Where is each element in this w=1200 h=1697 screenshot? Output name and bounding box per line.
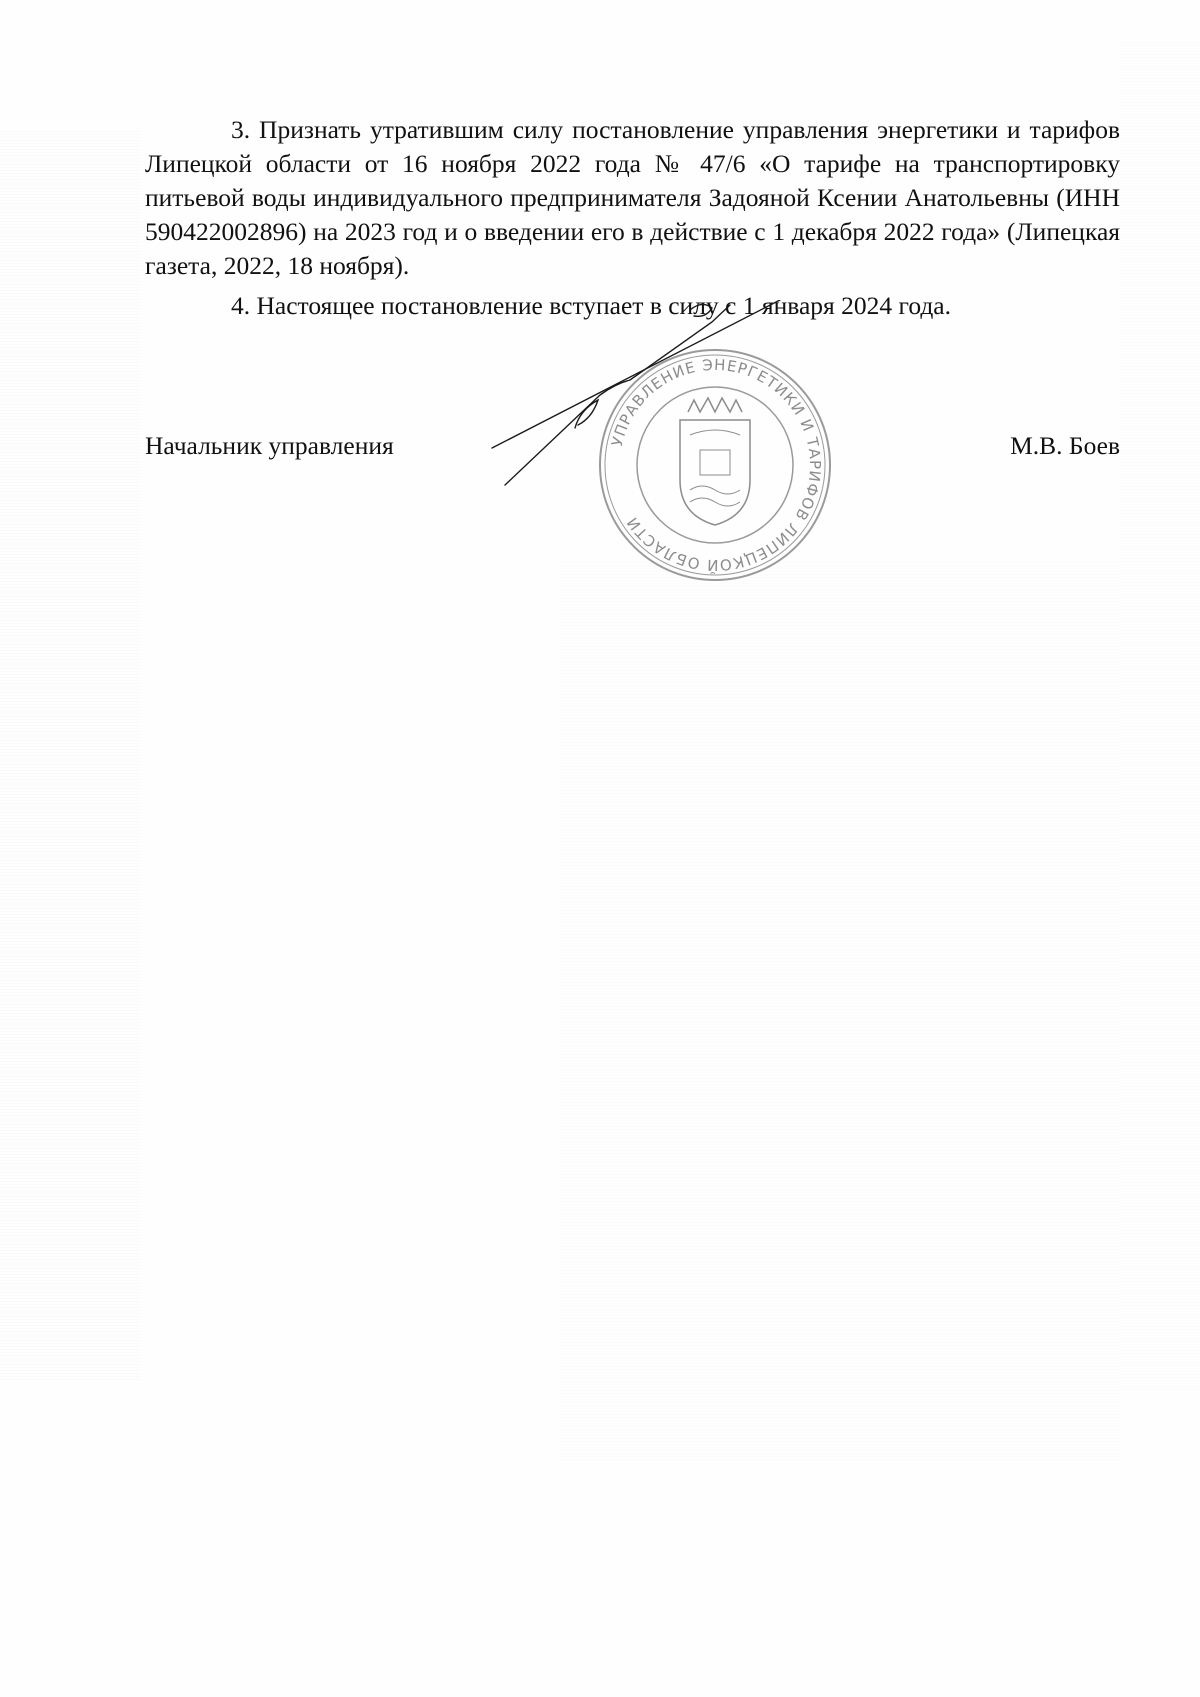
- paragraph-4-text: 4. Настоящее постановление вступает в силу с 1 января 2024 года.: [231, 291, 952, 320]
- bleed-through-right: [1120, 40, 1200, 1390]
- seal-ring-text: УПРАВЛЕНИЕ ЭНЕРГЕТИКИ И ТАРИФОВ ЛИПЕЦКОЙ ОБЛАСТИ: [607, 355, 825, 575]
- signer-title: Начальник управления: [145, 431, 394, 460]
- bleed-through-center: [560, 560, 1120, 1460]
- bleed-through-left: [0, 130, 140, 1380]
- handwritten-signature: [480, 300, 810, 540]
- signer-name: М.В. Боев: [1010, 431, 1120, 460]
- paragraph-3: 3. Признать утратившим силу постановление управления энергетики и тарифов Липецкой области от 16 ноября 2022 года № 47/6 «О тарифе на транспортировку питьевой воды индивидуального предпринимателя Задояной Ксении Анатольевны (ИНН 590422002896) на 2023 год и о введении его в действие с 1 декабря 2022 года» (Липецкая газета, 2022, 18 ноября).: [145, 115, 1120, 280]
